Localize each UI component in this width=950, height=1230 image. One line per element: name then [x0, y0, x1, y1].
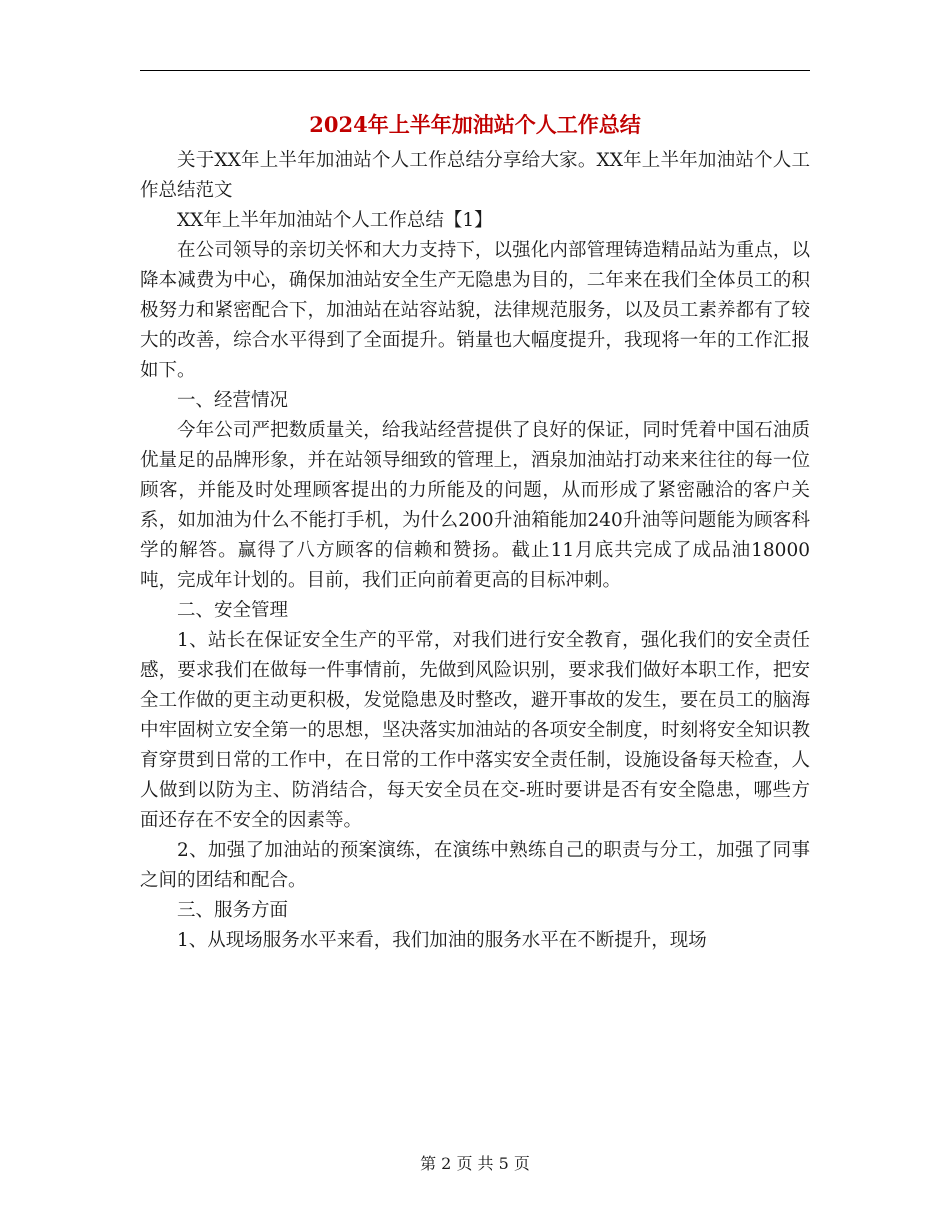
section-heading-summary-1: XX年上半年加油站个人工作总结【1】	[177, 210, 493, 231]
section-heading-service: 三、服务方面	[177, 900, 289, 921]
intro-paragraph: 关于XX年上半年加油站个人工作总结分享给大家。XX年上半年加油站个人工作总结范文	[140, 150, 810, 201]
document-body	[140, 146, 810, 956]
safety-paragraph-1: 1、站长在保证安全生产的平常，对我们进行安全教育，强化我们的安全责任感，要求我们在做每一件事情前，先做到风险识别，要求我们做好本职工作，把安全工作做的更主动更积极，发觉隐患及时整改，避开事故的发生，要在员工的脑海中牢固树立安全第一的思想，坚决落实加油站的各项安全制度，时刻将安全知识教育穿贯到日常的工作中，在日常的工作中落实安全责任制，设施设备每天检查，人人做到以防为主、防消结合，每天安全员在交-班时要讲是否有安全隐患，哪些方面还存在不安全的因素等。	[140, 630, 810, 831]
safety-paragraph-2: 2、加强了加油站的预案演练，在演练中熟练自己的职责与分工，加强了同事之间的团结和配合。	[140, 840, 810, 891]
header-rule	[140, 70, 810, 71]
page-number: 第 2 页 共 5 页	[420, 1154, 530, 1173]
section-heading-operations: 一、经营情况	[177, 390, 289, 411]
document-title: 2024年上半年加油站个人工作总结	[309, 112, 641, 137]
service-paragraph-1: 1、从现场服务水平来看，我们加油的服务水平在不断提升，现场	[177, 930, 707, 951]
operations-paragraph: 今年公司严把数质量关，给我站经营提供了良好的保证，同时凭着中国石油质优量足的品牌形象，并在站领导细致的管理上，酒泉加油站打动来来往往的每一位顾客，并能及时处理顾客提出的力所能及的问题，从而形成了紧密融洽的客户关系，如加油为什么不能打手机，为什么200升油箱能加240升油等问题能为顾客科学的解答。赢得了八方顾客的信赖和赞扬。截止11月底共完成了成品油18000吨，完成年计划的。目前，我们正向前着更高的目标冲刺。	[140, 420, 810, 591]
overview-paragraph: 在公司领导的亲切关怀和大力支持下，以强化内部管理铸造精品站为重点，以降本减费为中心，确保加油站安全生产无隐患为目的，二年来在我们全体员工的积极努力和紧密配合下，加油站在站容站貌，法律规范服务，以及员工素养都有了较大的改善，综合水平得到了全面提升。销量也大幅度提升，我现将一年的工作汇报如下。	[140, 240, 810, 381]
section-heading-safety: 二、安全管理	[177, 600, 289, 621]
